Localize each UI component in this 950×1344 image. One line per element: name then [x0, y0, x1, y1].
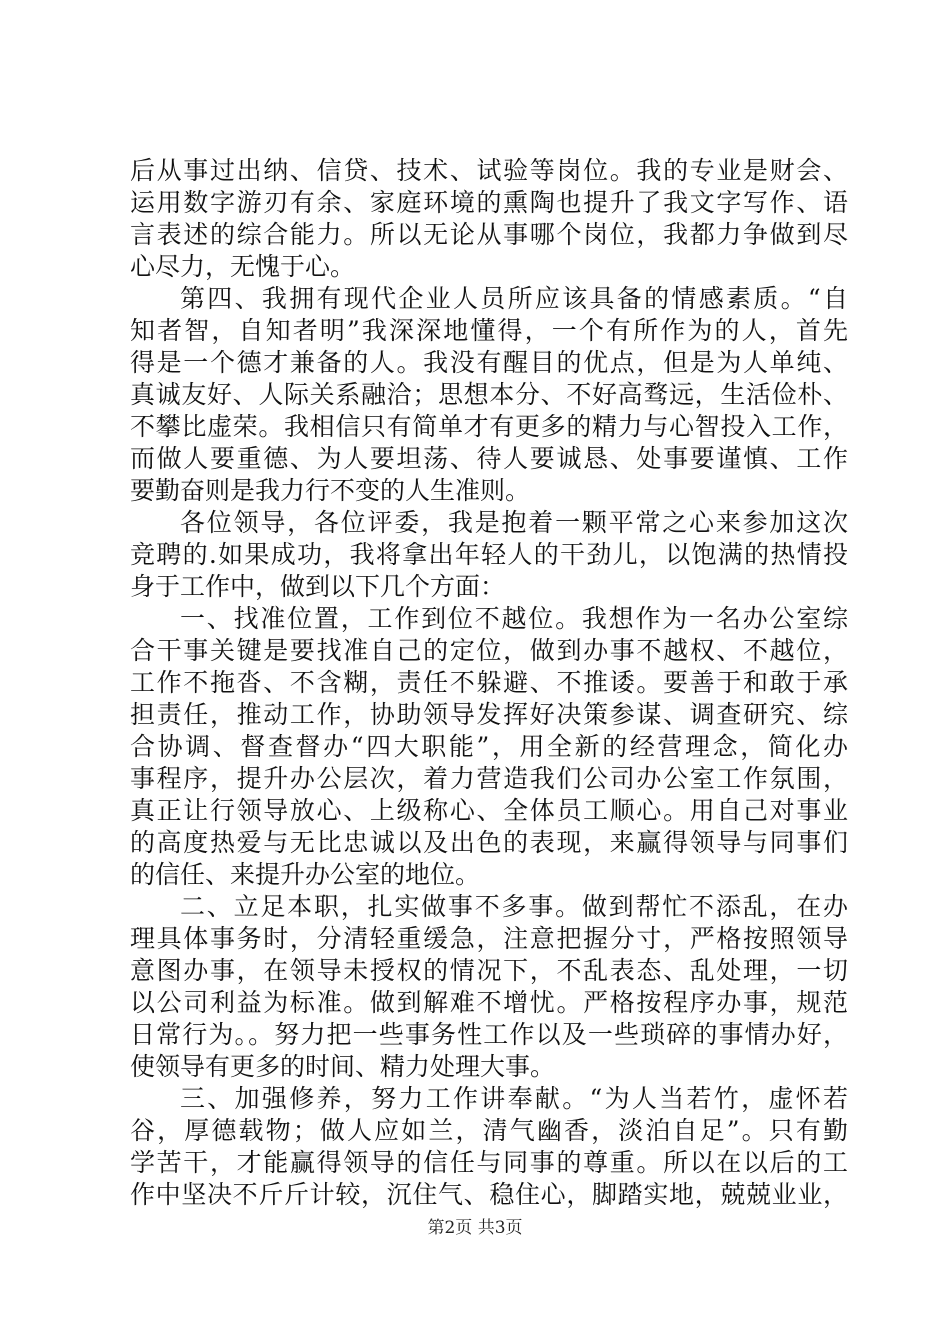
paragraph-line: 运用数字游刃有余、家庭环境的熏陶也提升了我文字写作、语 — [130, 188, 848, 217]
paragraph-line: 竞聘的.如果成功，我将拿出年轻人的干劲儿，以饱满的热情投 — [130, 540, 848, 569]
paragraph-line: 不攀比虚荣。我相信只有简单才有更多的精力与心智投入工作， — [130, 412, 848, 441]
paragraph-line: 理具体事务时，分清轻重缓急，注意把握分寸，严格按照领导 — [130, 924, 848, 953]
paragraph-line: 日常行为。。努力把一些事务性工作以及一些琐碎的事情办好， — [130, 1020, 848, 1049]
paragraph-line: 二、立足本职，扎实做事不多事。做到帮忙不添乱，在办 — [180, 892, 848, 921]
paragraph-line: 第四、我拥有现代企业人员所应该具备的情感素质。“自 — [180, 284, 848, 313]
paragraph-line: 作中坚决不斤斤计较，沉住气、稳住心，脚踏实地，兢兢业业， — [130, 1180, 848, 1209]
paragraph-line: 知者智，自知者明”我深深地懂得，一个有所作为的人，首先 — [130, 316, 848, 345]
paragraph-line: 言表述的综合能力。所以无论从事哪个岗位，我都力争做到尽 — [130, 220, 848, 249]
paragraph-line: 得是一个德才兼备的人。我没有醒目的优点，但是为人单纯、 — [130, 348, 848, 377]
paragraph-line: 担责任，推动工作，协助领导发挥好决策参谋、调查研究、综 — [130, 700, 848, 729]
page-footer: 第2页 共3页 — [427, 1218, 523, 1238]
paragraph-line: 事程序，提升办公层次，着力营造我们公司办公室工作氛围， — [130, 764, 848, 793]
paragraph-line: 的高度热爱与无比忠诚以及出色的表现，来赢得领导与同事们 — [130, 828, 848, 857]
paragraph-line: 真正让行领导放心、上级称心、全体员工顺心。用自己对事业 — [130, 796, 848, 825]
paragraph-line: 三、加强修养，努力工作讲奉献。“为人当若竹，虚怀若 — [180, 1084, 848, 1113]
paragraph-line: 合干事关键是要找准自己的定位，做到办事不越权、不越位， — [130, 636, 848, 665]
paragraph-line: 要勤奋则是我力行不变的人生准则。 — [130, 476, 531, 505]
paragraph-line: 真诚友好、人际关系融洽；思想本分、不好高骛远，生活俭朴、 — [130, 380, 848, 409]
paragraph-line: 学苦干，才能赢得领导的信任与同事的尊重。所以在以后的工 — [130, 1148, 848, 1177]
paragraph-line: 身于工作中，做到以下几个方面： — [130, 572, 506, 601]
document-body — [130, 155, 848, 1211]
paragraph-line: 合协调、督查督办“四大职能”，用全新的经营理念，简化办 — [130, 732, 848, 761]
paragraph-line: 后从事过出纳、信贷、技术、试验等岗位。我的专业是财会、 — [130, 156, 848, 185]
paragraph-line: 以公司利益为标准。做到解难不增忧。严格按程序办事，规范 — [130, 988, 848, 1017]
paragraph-line: 一、找准位置，工作到位不越位。我想作为一名办公室综 — [180, 604, 848, 633]
paragraph-line: 心尽力，无愧于心。 — [130, 252, 356, 281]
paragraph-line: 而做人要重德、为人要坦荡、待人要诚恳、处事要谨慎、工作 — [130, 444, 848, 473]
paragraph-line: 使领导有更多的时间、精力处理大事。 — [130, 1052, 556, 1081]
paragraph-line: 工作不拖沓、不含糊，责任不躲避、不推诿。要善于和敢于承 — [130, 668, 848, 697]
paragraph-line: 谷，厚德载物；做人应如兰，清气幽香，淡泊自足”。只有勤 — [130, 1116, 848, 1145]
paragraph-line: 意图办事，在领导未授权的情况下，不乱表态、乱处理，一切 — [130, 956, 848, 985]
paragraph-line: 的信任、来提升办公室的地位。 — [130, 860, 481, 889]
paragraph-line: 各位领导，各位评委，我是抱着一颗平常之心来参加这次 — [180, 508, 848, 537]
